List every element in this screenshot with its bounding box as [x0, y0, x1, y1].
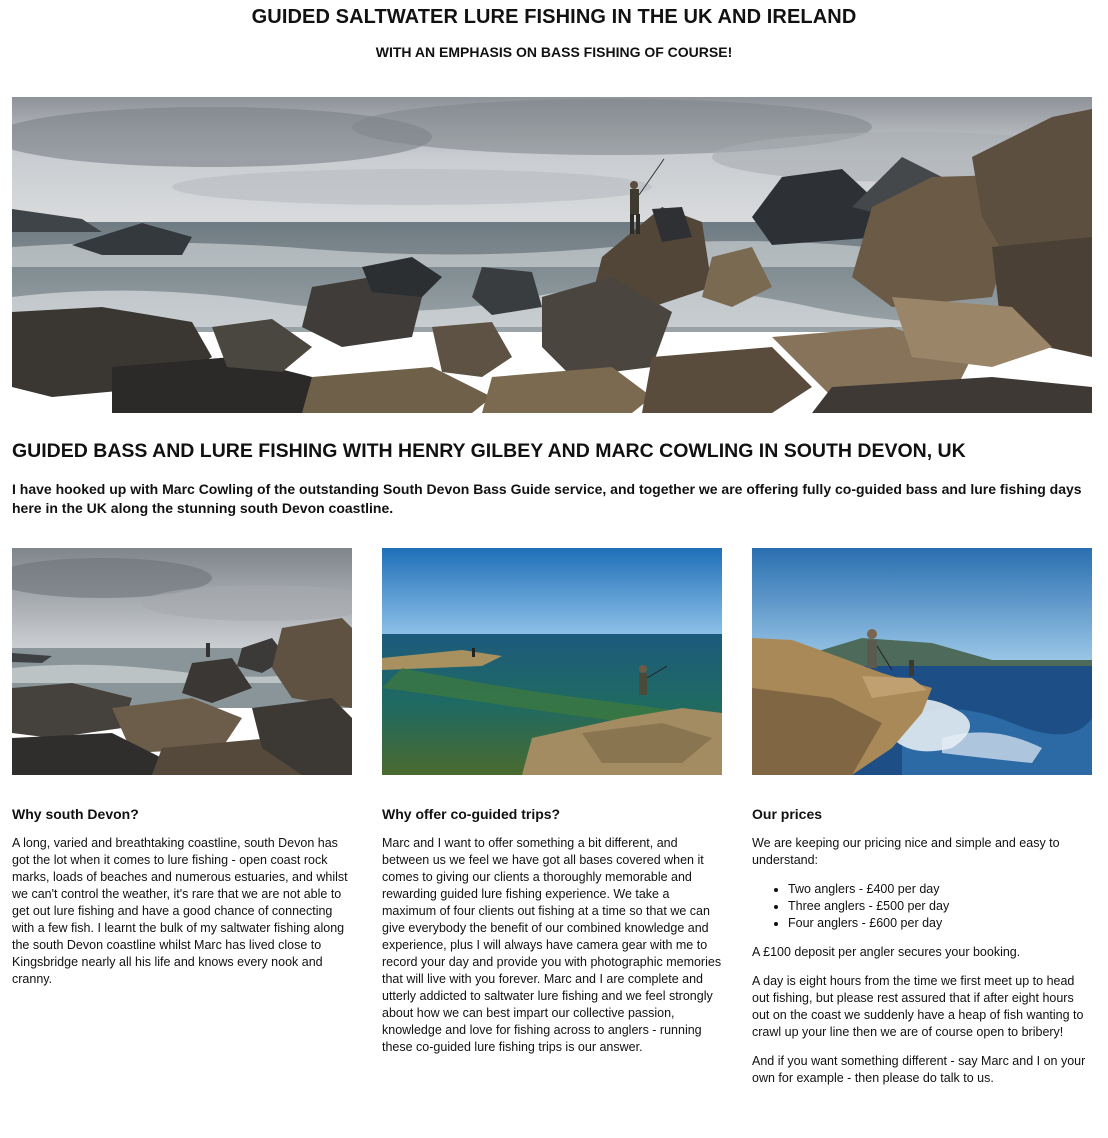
hero-photo — [12, 97, 1092, 413]
why-co-guided-text: Marc and I want to offer something a bit different, and between us we feel we have got all bases covered when it comes to giving our clients a thoroughly memorable and rewarding guided lure fishing experience. We take a maximum of four clients out fishing at a time so that we can give everybody the benefit of our combined knowledge and experience, plus I will always have camera gear with me to record your day and provide you with photographic memories that will live with you forever. Marc and I are complete and utterly addicted to saltwater lure fishing and we feel strongly about how we can best impart our collective passion, knowledge and love for fishing across to anglers - running these co-guided lure fishing trips is our answer. — [382, 836, 722, 1054]
why-south-devon-text: A long, varied and breathtaking coastline, south Devon has got the lot when it comes to lure fishing - open coast rock marks, loads of beaches and numerous estuaries, and whilst we can't control the weather, it's rare that we are not able to get out lure fishing and have a good chance of connecting with a few fish. I learnt the bulk of my saltwater fishing along the south Devon coastline whilst Marc has lived close to Kingsbridge nearly all his life and knows every nook and cranny. — [12, 836, 348, 986]
south-devon-coast-photo — [12, 548, 352, 775]
prices-rock-angler-photo — [752, 548, 1092, 775]
co-guided-trip-photo — [382, 548, 722, 775]
column-our-prices — [752, 548, 1092, 1087]
page-title: GUIDED SALTWATER LURE FISHING IN THE UK AND IRELAND — [251, 6, 857, 28]
intro-paragraph: I have hooked up with Marc Cowling of the outstanding South Devon Bass Guide service, and together we are offering fully co-guided bass and lure fishing days here in the UK along the stunning south Devon coastline. — [12, 481, 1082, 516]
column-why-south-devon — [12, 548, 352, 988]
column-why-co-guided — [382, 548, 722, 1056]
price-item-two-anglers: • Two anglers - £400 per day — [788, 881, 1092, 898]
price-item-three-anglers: • Three anglers - £500 per day — [788, 898, 1092, 915]
page-subtitle: WITH AN EMPHASIS ON BASS FISHING OF COURSE! — [375, 44, 733, 60]
deposit-text: A £100 deposit per angler secures your booking. — [752, 945, 1021, 959]
price-item-four-anglers: • Four anglers - £600 per day — [788, 915, 1092, 932]
our-prices-heading: Our prices — [752, 806, 823, 822]
something-different-text: And if you want something different - say Marc and I on your own for example - then please do talk to us. — [752, 1054, 1086, 1085]
section-heading: GUIDED BASS AND LURE FISHING WITH HENRY GILBEY AND MARC COWLING IN SOUTH DEVON, UK — [12, 440, 966, 462]
our-prices-intro: We are keeping our pricing nice and simple and easy to understand: — [752, 836, 1060, 867]
why-co-guided-heading: Why offer co-guided trips? — [382, 806, 561, 822]
why-south-devon-heading: Why south Devon? — [12, 806, 139, 822]
price-list — [752, 881, 1092, 932]
day-length-text: A day is eight hours from the time we first meet up to head out fishing, but please rest assured that if after eight hours out on the coast we suddenly have a heap of fish wanting to crawl up your line then we are of course open to bribery! — [752, 974, 1084, 1039]
